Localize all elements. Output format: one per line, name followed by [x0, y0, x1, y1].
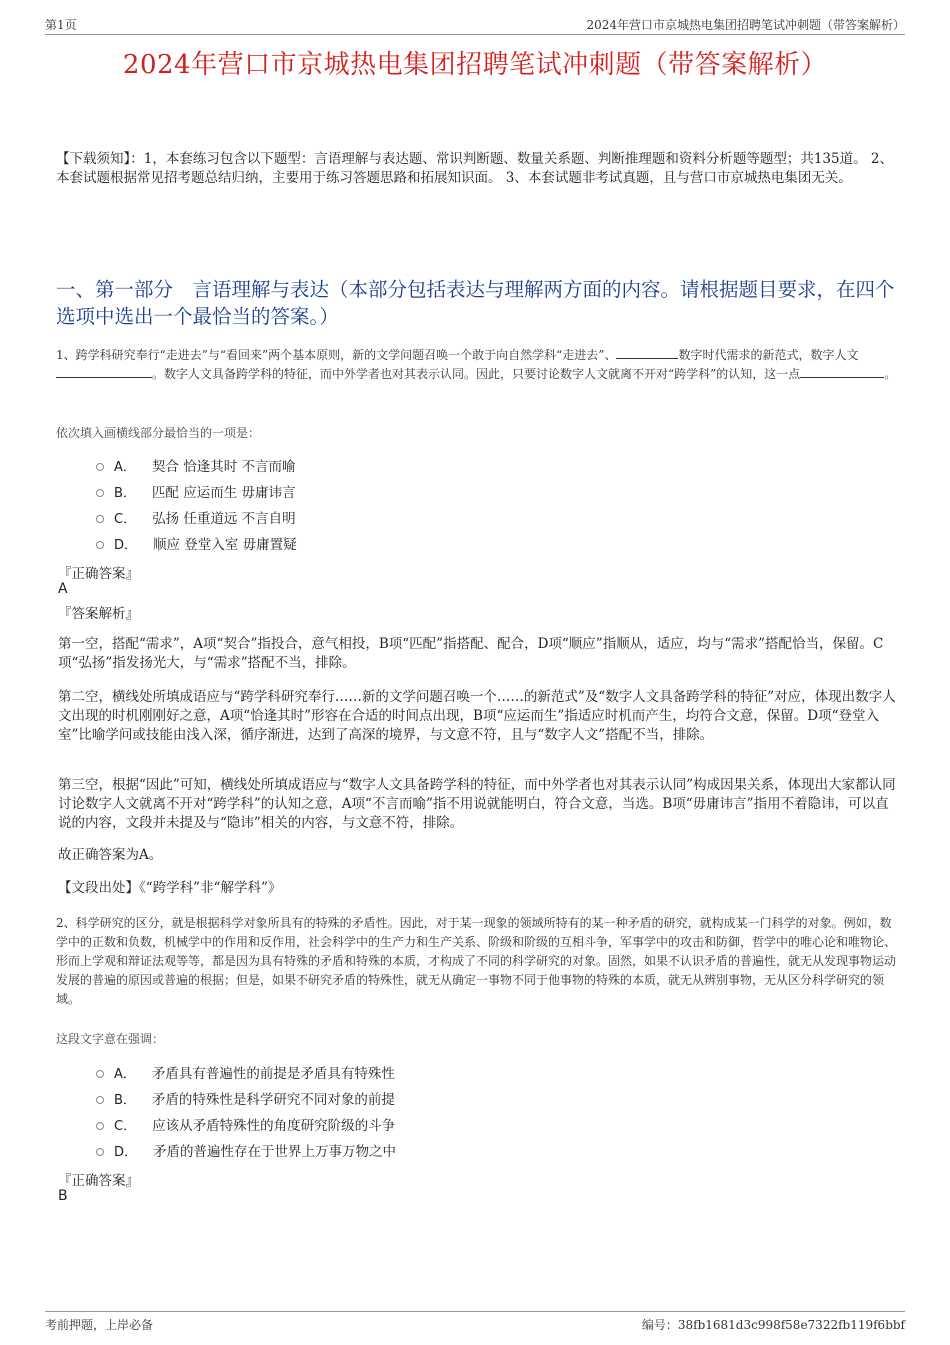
radio-icon[interactable]: [96, 463, 104, 471]
header-doc-title: 2024年营口市京城热电集团招聘笔试冲刺题（带答案解析）: [586, 18, 905, 32]
question-1-source: 【文段出处】《“跨学科”非“解学科”》: [58, 880, 282, 896]
question-1-option-c[interactable]: C． 弘扬 任重道远 不言自明: [96, 507, 296, 527]
question-2-answer: B: [58, 1188, 68, 1204]
radio-icon[interactable]: [96, 541, 104, 549]
radio-icon[interactable]: [96, 1096, 104, 1104]
radio-icon[interactable]: [96, 515, 104, 523]
analysis-paragraph: 第二空，横线处所填成语应与“跨学科研究奉行……新的文学问题召唤一个……的新范式”及“数字人文具备跨学科的特征”对应，体现出数字人文出现的时机刚刚好之意，A项“恰逢其时”形容在合适的时间点出现，B项“应运而生”指适应时机而产生，均符合文意，保留。D项“登堂入室”比喻学问或技能由浅入深，循序渐进，达到了高深的境界，与文意不符，且与“数字人文”搭配不当，排除。: [58, 689, 896, 743]
page-header: [45, 14, 905, 35]
question-1-option-d[interactable]: D． 顺应 登堂入室 毋庸置疑: [96, 533, 297, 553]
question-2-prompt: 这段文字意在强调：: [56, 1032, 165, 1046]
blank-2: [56, 365, 152, 378]
page-number: 第1页: [45, 18, 77, 32]
radio-icon[interactable]: [96, 1070, 104, 1078]
document-title: 2024年营口市京城热电集团招聘笔试冲刺题（带答案解析）: [122, 50, 828, 80]
page-footer: [45, 1311, 905, 1334]
question-2-option-c[interactable]: C． 应该从矛盾特殊性的角度研究阶级的斗争: [96, 1114, 395, 1134]
question-1-prompt: 依次填入画横线部分最恰当的一项是：: [56, 426, 261, 440]
analysis-conclusion: 故正确答案为A。: [58, 847, 163, 863]
question-2-option-d[interactable]: D． 矛盾的普遍性存在于世界上万事万物之中: [96, 1140, 396, 1160]
document-id: 编号：38fb1681d3c998f58e7322fb119f6bbf: [641, 1318, 905, 1332]
question-1-option-b[interactable]: B． 匹配 应运而生 毋庸讳言: [96, 481, 296, 501]
question-2-text: 2、科学研究的区分，就是根据科学对象所具有的特殊的矛盾性。因此，对于某一现象的领域所特有的某一种矛盾的研究，就构成某一门科学的对象。例如，数学中的正数和负数，机械学中的作用和反作用，社会科学中的生产力和生产关系、阶级和阶级的互相斗争，军事学中的攻击和防御，哲学中的唯心论和唯物论、形而上学观和辩证法观等等，都是因为具有特殊的矛盾和特殊的本质，才构成了不同的科学研究的对象。固然，如果不认识矛盾的普遍性，就无从发现事物运动发展的普遍的原因或普遍的根据；但是，如果不研究矛盾的特殊性，就无从确定一事物不同于他事物的特殊的本质，就无从辨别事物，无从区分科学研究的领域。: [56, 916, 897, 1006]
question-1-option-a[interactable]: A． 契合 恰逢其时 不言而喻: [96, 455, 296, 475]
blank-1: [616, 346, 678, 359]
question-1-answer: A: [58, 581, 68, 597]
download-notice: 【下载须知】：1，本套练习包含以下题型：言语理解与表达题、常识判断题、数量关系题、判断推理题和资料分析题等题型；共135道。 2、本套试题根据常见招考题总结归纳，主要用于练习答题思路和拓展知识面。 3、本套试题非考试真题，且与营口市京城热电集团无关。: [56, 151, 893, 186]
radio-icon[interactable]: [96, 1122, 104, 1130]
question-2-option-a[interactable]: A． 矛盾具有普遍性的前提是矛盾具有特殊性: [96, 1062, 395, 1082]
question-1-analysis-label: 『答案解析』: [58, 606, 139, 622]
radio-icon[interactable]: [96, 1148, 104, 1156]
question-1-text: 1、跨学科研究奉行“走进去”与“看回来”两个基本原则，新的文学问题召唤一个敢于向自然学科“走进去”、 数字时代需求的新范式，数字人文。数字人文具备跨学科的特征，而中外学者也对其表示认同。因此，只要讨论数字人文就离不开对“跨学科”的认知，这一点 。: [56, 348, 897, 381]
blank-3: [800, 365, 884, 378]
footer-slogan: 考前押题，上岸必备: [45, 1318, 154, 1332]
question-2-option-b[interactable]: B． 矛盾的特殊性是科学研究不同对象的前提: [96, 1088, 395, 1108]
question-2-answer-label: 『正确答案』: [58, 1173, 139, 1189]
analysis-paragraph: 第三空，根据“因此”可知，横线处所填成语应与“数字人文具备跨学科的特征，而中外学者也对其表示认同”构成因果关系，体现出大家都认同讨论数字人文就离不开对“跨学科”的认知之意，A项“不言而喻”指不用说就能明白，符合文意，当选。B项“毋庸讳言”指用不着隐讳，可以直说的内容，文段并未提及与“隐讳”相关的内容，与文意不符，排除。: [58, 777, 896, 831]
section-title: 一、第一部分 言语理解与表达（本部分包括表达与理解两方面的内容。请根据题目要求，在四个选项中选出一个最恰当的答案。）: [56, 278, 895, 328]
analysis-paragraph: 第一空，搭配“需求”，A项“契合”指投合，意气相投，B项“匹配”指搭配、配合，D项“顺应”指顺从，适应，均与“需求”搭配恰当，保留。C项“弘扬”指发扬光大，与“需求”搭配不当，排除。: [58, 636, 884, 671]
question-1-answer-label: 『正确答案』: [58, 566, 139, 582]
radio-icon[interactable]: [96, 489, 104, 497]
